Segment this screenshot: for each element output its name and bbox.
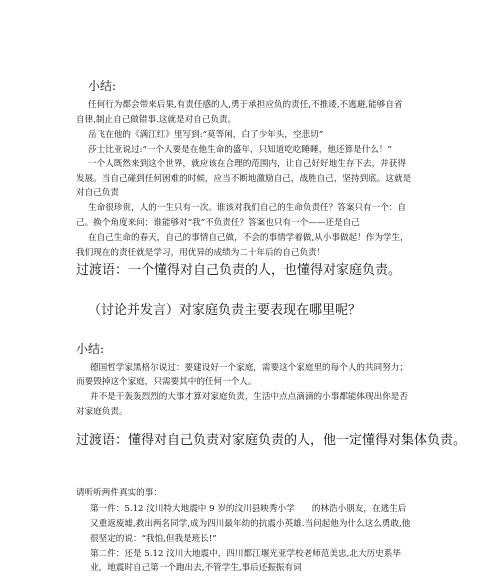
summary-line: 发展。当自己碰到任何困难的时候，应当不断地激励自己，战胜自己，坚持到底。这就是 xyxy=(76,174,412,184)
summary-line: 任何行为都会带来后果,有责任感的人,勇于承担应负的责任,不推诿,不逃避,能够自省 xyxy=(88,100,403,110)
summary-line: 生命很珍贵，人的一生只有一次。谁该对我们自己的生命负责任？答案只有一个：自 xyxy=(88,203,406,213)
transition-1: 过渡语：一个懂得对自己负责的人，也懂得对家庭负责。 xyxy=(76,263,402,278)
summary-line: 己。换个角度来问：谁能够对“我”不负责任？答案也只有一个——还是自己 xyxy=(76,218,360,228)
story-line: 又重返废墟,救出两名同学,成为四川最年幼的抗震小英雄.当问起他为什么这么勇敢,他 xyxy=(90,519,411,529)
summary-heading-1: 小结: xyxy=(88,79,117,93)
summary-line: 德国哲学家黑格尔说过：要建设好一个家庭，需要这个家庭里的每个人的共同努力； xyxy=(90,363,408,373)
summary-line: 并不是干轰轰烈烈的大事才算对家庭负责，生活中点点滴滴的小事都能体现出你是否 xyxy=(90,392,408,402)
story-line: 业，地震时自己第一个跑出去,不管学生,事后还振振有词 xyxy=(90,563,302,573)
summary-line: 对家庭负责。 xyxy=(76,407,128,417)
story-line: 第二件：还是 5.12 汶川大地震中，四川都江堰光亚学校老师范美忠,北大历史系毕 xyxy=(90,549,401,559)
stories-intro: 请听听两件真实的事： xyxy=(76,488,162,498)
story-line: 很坚定的说：“我怕,但我是班长!” xyxy=(90,534,217,544)
transition-2: 过渡语：懂得对自己负责对家庭负责的人，他一定懂得对集体负责。 xyxy=(76,433,467,448)
story-line: 第一件：5.12 汶川特大地震中 9 岁的汶川县映秀小学 的林浩小朋友，在逃生后 xyxy=(90,504,407,514)
discussion-question: （讨论并发言）对家庭负责主要表现在哪里呢？ xyxy=(88,303,362,318)
summary-line: 一个人既然来到这个世界，就应该在合理的范围内，让自己好好地生存下去，并获得 xyxy=(88,159,406,169)
summary-line: 而要毁掉这个家庭，只需要其中的任何一个人。 xyxy=(76,377,257,387)
summary-line: 莎士比亚说过:“一个人要是在他生命的盛年，只知道吃吃睡睡，他还算是什么！” xyxy=(88,145,392,155)
summary-line: 自律,制止自己做错事.这就是对自己负责。 xyxy=(76,115,237,125)
summary-line: 在自己生命的春天，自己的事情自己做，不会的事情学着做,从小事做起！作为学生， xyxy=(88,233,409,243)
summary-line: 我们现在的责任就是学习，用优异的成绩为二十年后的自己负责！ xyxy=(76,248,326,258)
summary-heading-2: 小结: xyxy=(76,342,105,356)
summary-line: 对自己负责 xyxy=(76,188,119,198)
summary-line: 岳飞在他的《满江红》里写到:“莫等闲，白了少年头，空悲切” xyxy=(88,130,324,140)
